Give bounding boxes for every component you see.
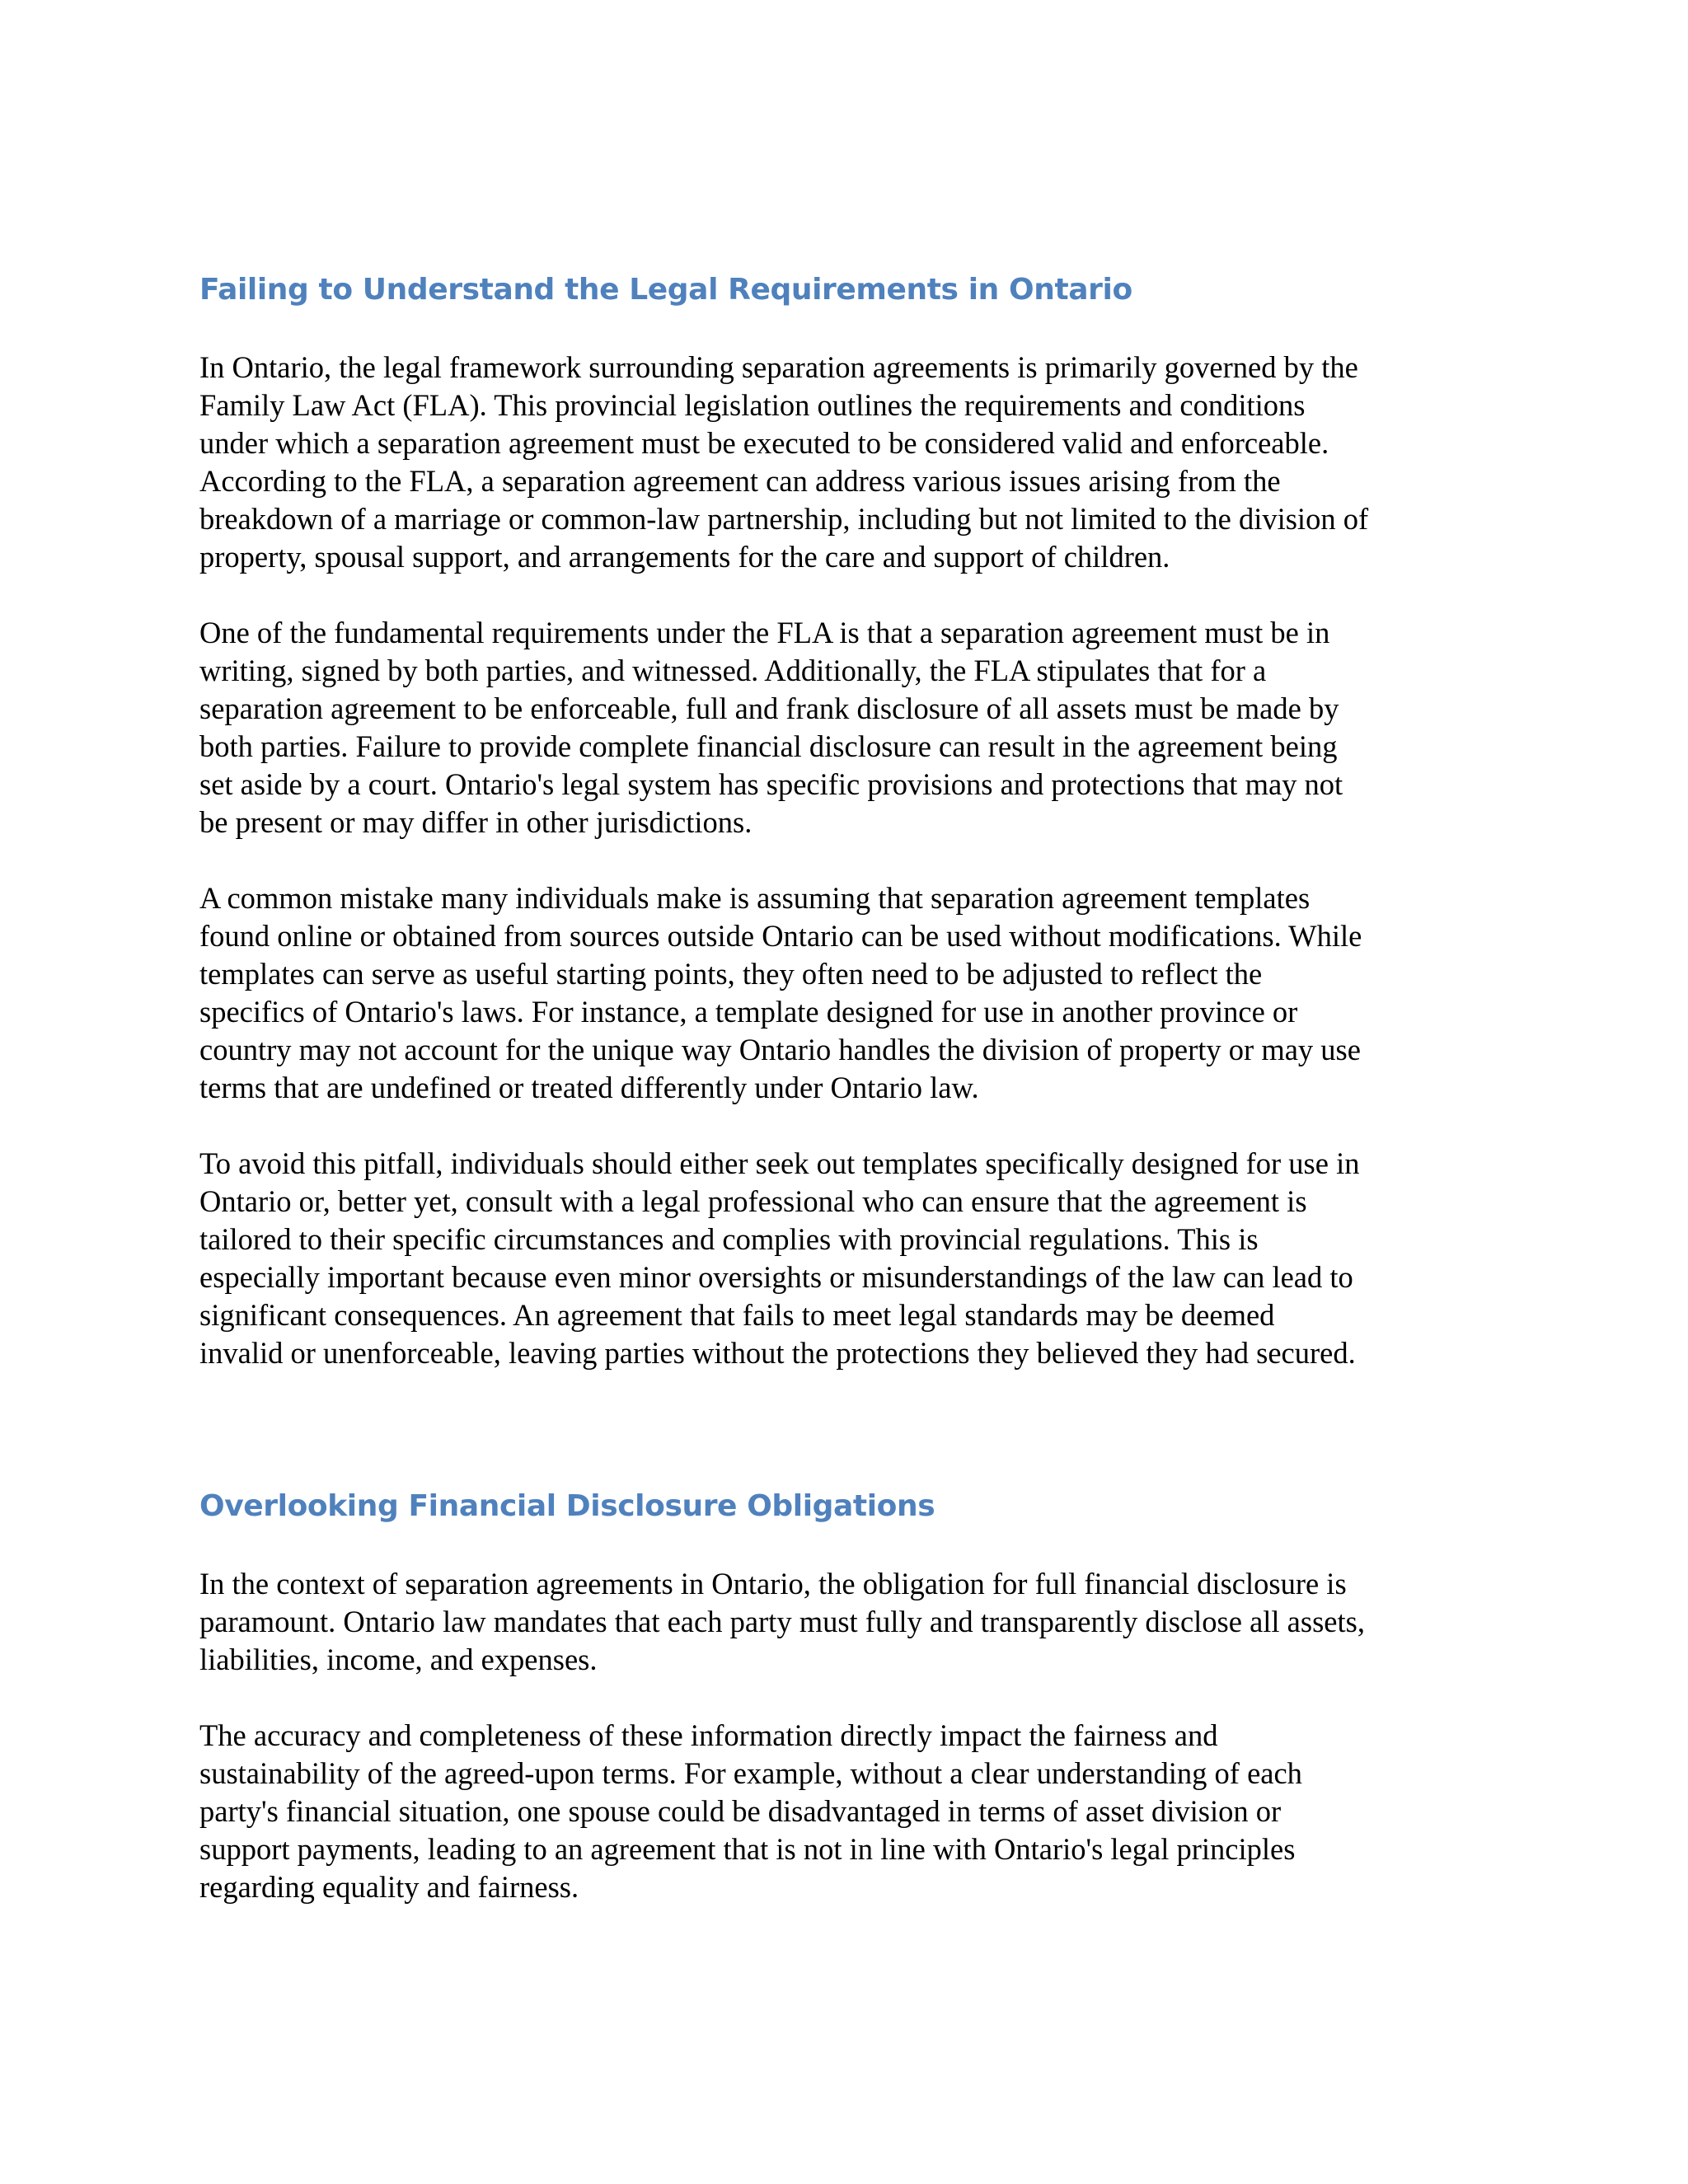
text-line: In the context of separation agreements in Ontario, the obligation for full financial disclosure is [199,1567,1347,1601]
paragraph [199,349,1518,576]
text-line: be present or may differ in other jurisdictions. [199,805,753,839]
paragraph [199,879,1518,1107]
section-heading: Failing to Understand the Legal Requirements in Ontario [199,273,1132,307]
section-heading: Overlooking Financial Disclosure Obligations [199,1489,935,1523]
text-line: invalid or unenforceable, leaving parties without the protections they believed they had secured. [199,1336,1356,1370]
paragraph [199,1145,1518,1372]
text-line: both parties. Failure to provide complete financial disclosure can result in the agreement being [199,729,1338,763]
text-line: specifics of Ontario's laws. For instance, a template designed for use in another province or [199,995,1298,1029]
text-line: breakdown of a marriage or common-law partnership, including but not limited to the division of [199,502,1369,536]
text-line: found online or obtained from sources outside Ontario can be used without modifications. While [199,919,1362,953]
text-line: templates can serve as useful starting points, they often need to be adjusted to reflect the [199,957,1263,991]
section-spacer [199,1410,1518,1482]
text-line: paramount. Ontario law mandates that each party must fully and transparently disclose all assets, [199,1605,1365,1638]
text-line: tailored to their specific circumstances and complies with provincial regulations. This is [199,1222,1259,1256]
text-line: support payments, leading to an agreement that is not in line with Ontario's legal principles [199,1832,1296,1866]
text-line: The accuracy and completeness of these information directly impact the fairness and [199,1718,1218,1752]
text-line: especially important because even minor oversights or misunderstandings of the law can lead to [199,1260,1353,1294]
text-line: property, spousal support, and arrangements for the care and support of children. [199,540,1170,574]
text-line: party's financial situation, one spouse could be disadvantaged in terms of asset division or [199,1794,1282,1828]
text-line: In Ontario, the legal framework surrounding separation agreements is primarily governed by the [199,350,1358,384]
text-line: Family Law Act (FLA). This provincial legislation outlines the requirements and conditions [199,388,1306,422]
text-line: A common mistake many individuals make is assuming that separation agreement templates [199,881,1311,915]
text-line: under which a separation agreement must be executed to be considered valid and enforceable. [199,426,1329,460]
text-line: separation agreement to be enforceable, full and frank disclosure of all assets must be made by [199,691,1339,725]
text-line: country may not account for the unique way Ontario handles the division of property or may use [199,1033,1361,1066]
paragraph [199,614,1518,841]
paragraph [199,1565,1518,1679]
paragraph [199,1717,1518,1906]
text-line: significant consequences. An agreement that fails to meet legal standards may be deemed [199,1298,1275,1332]
text-line: set aside by a court. Ontario's legal system has specific provisions and protections that may not [199,767,1343,801]
text-line: liabilities, income, and expenses. [199,1643,598,1676]
text-line: According to the FLA, a separation agreement can address various issues arising from the [199,464,1281,498]
document-body [199,265,1518,1944]
text-line: terms that are undefined or treated differently under Ontario law. [199,1071,979,1104]
text-line: One of the fundamental requirements under the FLA is that a separation agreement must be in [199,616,1330,649]
text-line: sustainability of the agreed-upon terms. For example, without a clear understanding of each [199,1756,1302,1790]
text-line: Ontario or, better yet, consult with a legal professional who can ensure that the agreement is [199,1184,1307,1218]
text-line: writing, signed by both parties, and witnessed. Additionally, the FLA stipulates that for a [199,654,1267,687]
text-line: To avoid this pitfall, individuals should either seek out templates specifically designed for use in [199,1146,1360,1180]
text-line: regarding equality and fairness. [199,1870,579,1904]
